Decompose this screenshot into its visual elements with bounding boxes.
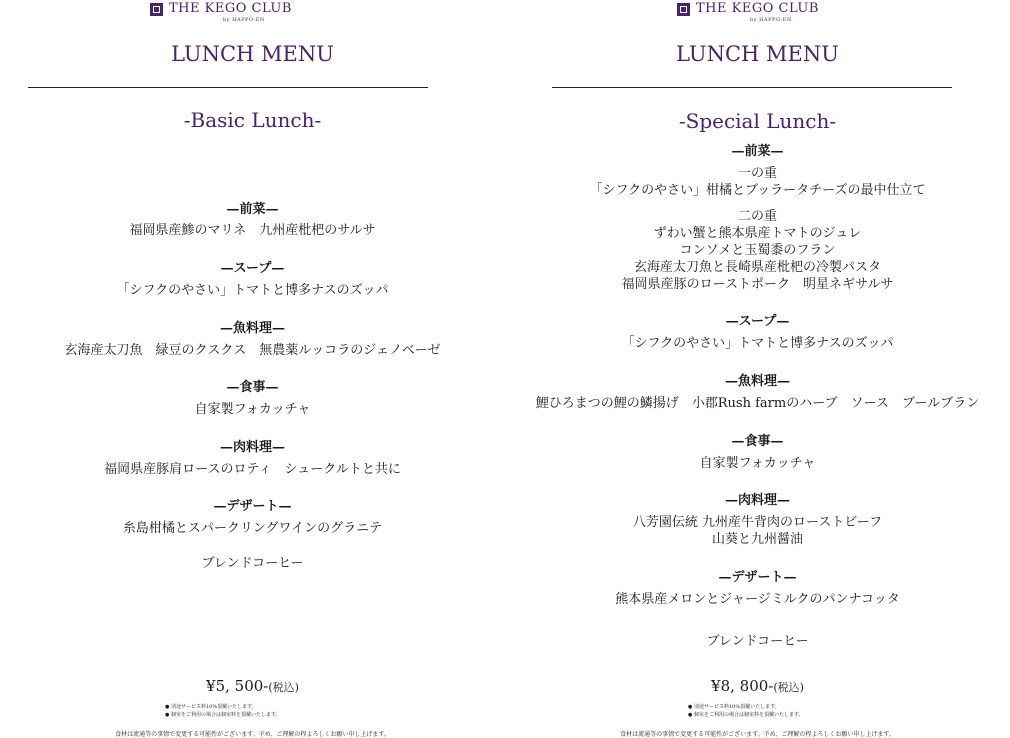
menu-item: ずわい蟹と熊本県産トマトのジュレ: [653, 226, 862, 241]
square-logo-icon: [677, 3, 690, 16]
section-heading: —デザート—: [213, 499, 292, 514]
note: ● 別途サービス料10%頂戴いたします。: [688, 704, 780, 710]
menu-item: コンソメと玉蜀黍のフラン: [679, 243, 836, 258]
note: ● 個室をご利用の場合は個室料を頂戴いたします。: [688, 712, 804, 718]
menu-item: 福岡県産豚のローストポーク 明星ネギサルサ: [621, 277, 894, 292]
coffee-item: ブレンドコーヒー: [706, 634, 809, 649]
service-notes: [688, 703, 804, 719]
brand-name: THE KEGO CLUB: [169, 1, 292, 16]
menu-item: 「シフクのやさい」トマトと博多ナスのズッパ: [621, 336, 894, 351]
brand-name: THE KEGO CLUB: [696, 1, 819, 16]
section-heading: —食事—: [226, 380, 279, 395]
divider: [28, 87, 428, 88]
brand-logo: [150, 2, 330, 23]
tax-note: (税込): [773, 681, 804, 694]
section-heading: —スープ—: [725, 314, 790, 329]
course-title: -Special Lunch-: [678, 109, 837, 133]
menu-item: 一の重: [737, 166, 777, 181]
section-heading: —スープ—: [220, 261, 285, 276]
price-value: ¥5, 500-: [206, 677, 269, 695]
menu-item: 福岡県産鯵のマリネ 九州産枇杷のサルサ: [129, 223, 376, 238]
section-heading: —魚料理—: [219, 321, 285, 336]
footnote: 食材は流通等の事情で変更する可能性がございます。予め、ご理解の程よろしくお願い申し上げます。: [620, 731, 895, 738]
special-lunch-menu: [505, 0, 1010, 738]
section-heading: —魚料理—: [724, 374, 790, 389]
menu-item: 自家製フォカッチャ: [194, 402, 311, 417]
footnote: 食材は流通等の事情で変更する可能性がございます。予め、ご理解の程よろしくお願い申し上げます。: [115, 731, 390, 738]
note: ● 個室をご利用の場合は個室料を頂戴いたします。: [165, 712, 281, 718]
price-value: ¥8, 800-: [711, 677, 774, 695]
price: [0, 677, 505, 695]
note: ● 別途サービス料10%頂戴いたします。: [165, 704, 257, 710]
menu-title: LUNCH MENU: [171, 42, 334, 66]
menu-item: 「シフクのやさい」トマトと博多ナスのズッパ: [116, 283, 389, 298]
menu-item: 熊本県産メロンとジャージミルクのパンナコッタ: [615, 592, 900, 607]
menu-item: 糸島柑橘とスパークリングワインのグラニテ: [122, 521, 383, 536]
menu-item: 玄海産太刀魚と長崎県産枇杷の冷製パスタ: [633, 260, 881, 275]
course-title: -Basic Lunch-: [183, 108, 322, 132]
square-logo-icon: [150, 3, 163, 16]
menu-item: 福岡県産豚肩ロースのロティ シュークルトと共に: [104, 462, 401, 477]
menu-item: 山葵と九州醤油: [711, 532, 803, 547]
coffee-item: ブレンドコーヒー: [201, 556, 304, 571]
menu-item: 「シフクのやさい」柑橘とブッラータチーズの最中仕立て: [589, 183, 926, 198]
menu-item: 二の重: [737, 209, 777, 224]
service-notes: [165, 703, 281, 719]
brand-logo: [677, 2, 857, 23]
section-heading: —肉料理—: [724, 493, 790, 508]
section-heading: —前菜—: [226, 202, 279, 217]
divider: [552, 87, 952, 88]
menu-title: LUNCH MENU: [676, 42, 839, 66]
menu-item: 玄海産太刀魚 緑豆のクスクス 無農薬ルッコラのジェノベーゼ: [64, 343, 441, 358]
section-heading: —食事—: [731, 434, 784, 449]
tax-note: (税込): [268, 681, 299, 694]
menu-item: 鯉ひろまつの鯉の鱗揚げ 小郡Rush farmのハーブ ソース ブールブラン: [535, 396, 980, 411]
section-heading: —デザート—: [718, 570, 797, 585]
brand-sub: by HAPPO-EN: [223, 17, 265, 23]
section-heading: —肉料理—: [219, 440, 285, 455]
section-heading: —前菜—: [731, 144, 784, 159]
menu-item: 八芳園伝統 九州産牛背肉のローストビーフ: [632, 515, 883, 530]
price: [505, 677, 1010, 695]
brand-sub: by HAPPO-EN: [750, 17, 792, 23]
menu-item: 自家製フォカッチャ: [699, 456, 816, 471]
